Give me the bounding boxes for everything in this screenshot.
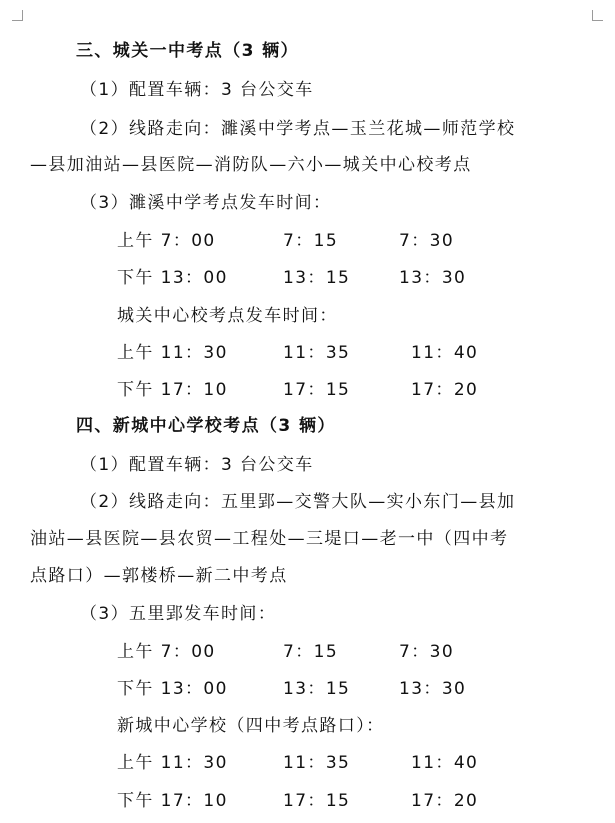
time-second: 17：15 — [283, 380, 351, 400]
time-period-first: 上午 11：30 — [117, 753, 228, 773]
departure-title: （3）五里郢发车时间： — [80, 604, 277, 624]
departure-title: 城关中心校考点发车时间： — [117, 306, 338, 326]
time-second: 11：35 — [283, 343, 351, 363]
time-third: 11：40 — [411, 343, 479, 363]
time-period-first: 上午 7：00 — [117, 231, 216, 251]
route-line: （2）线路走向：五里郢—交警大队—实小东门—县加 — [80, 492, 516, 512]
time-period-first: 下午 17：10 — [117, 791, 228, 811]
departure-title: 新城中心学校（四中考点路口）： — [117, 716, 385, 736]
time-period-first: 下午 13：00 — [117, 268, 228, 288]
route-line: （2）线路走向：濉溪中学考点—玉兰花城—师范学校 — [80, 119, 516, 139]
route-line-continued: —县加油站—县医院—消防队—六小—城关中心校考点 — [30, 155, 472, 175]
time-second: 13：15 — [283, 679, 351, 699]
time-third: 13：30 — [399, 268, 467, 288]
time-period-first: 下午 17：10 — [117, 380, 228, 400]
time-second: 17：15 — [283, 791, 351, 811]
vehicle-config-line: （1）配置车辆：3 台公交车 — [80, 80, 314, 100]
time-third: 17：20 — [411, 791, 479, 811]
vehicle-config-line: （1）配置车辆：3 台公交车 — [80, 455, 314, 475]
time-third: 7：30 — [399, 231, 455, 251]
time-second: 7：15 — [283, 231, 339, 251]
departure-title: （3）濉溪中学考点发车时间： — [80, 193, 332, 213]
page-corner-mark-right — [592, 10, 603, 21]
time-third: 11：40 — [411, 753, 479, 773]
section-heading: 四、新城中心学校考点（3 辆） — [76, 416, 336, 436]
time-period-first: 上午 11：30 — [117, 343, 228, 363]
time-second: 7：15 — [283, 642, 339, 662]
time-third: 7：30 — [399, 642, 455, 662]
time-second: 13：15 — [283, 268, 351, 288]
time-third: 13：30 — [399, 679, 467, 699]
time-third: 17：20 — [411, 380, 479, 400]
section-heading: 三、城关一中考点（3 辆） — [76, 41, 299, 61]
page-corner-mark-left — [12, 10, 23, 21]
route-line-continued: 油站—县医院—县农贸—工程处—三堤口—老一中（四中考 — [30, 529, 509, 549]
time-period-first: 上午 7：00 — [117, 642, 216, 662]
route-line-continued: 点路口）—郭楼桥—新二中考点 — [30, 566, 288, 586]
time-second: 11：35 — [283, 753, 351, 773]
time-period-first: 下午 13：00 — [117, 679, 228, 699]
